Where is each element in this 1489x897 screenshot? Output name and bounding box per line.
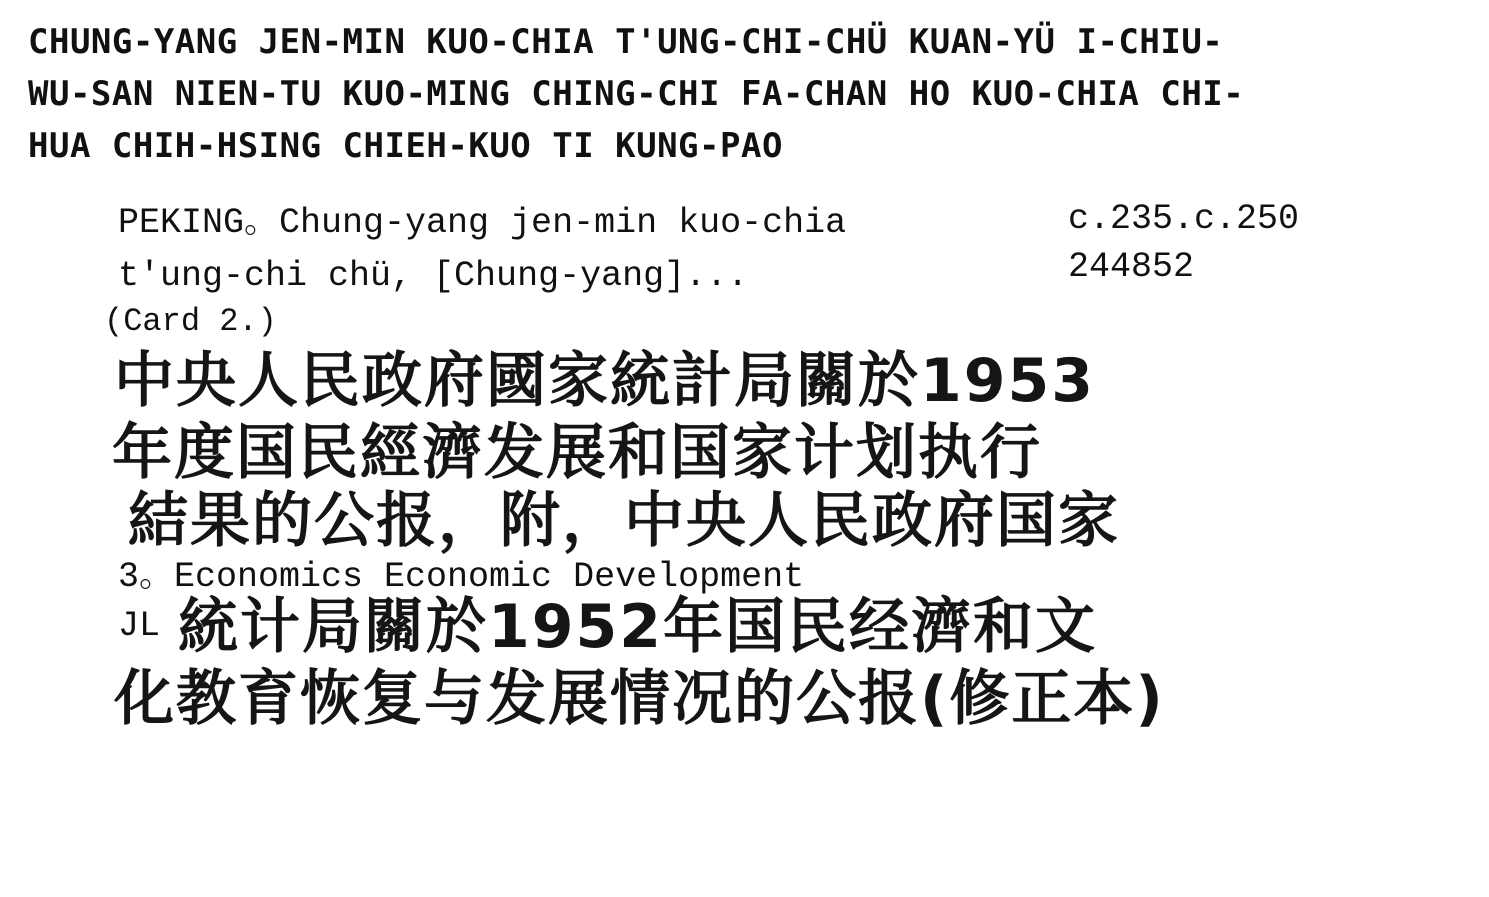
heading-line-3: HUA CHIH-HSING CHIEH-KUO TI KUNG-PAO [28, 126, 783, 166]
imprint-line-1: PEKING。Chung-yang jen-min kuo-chia [118, 203, 847, 243]
heading-line-2: WU-SAN NIEN-TU KUO-MING CHING-CHI FA-CHAN HO KUO-CHIA CHI- [28, 74, 1245, 114]
shelfmark [1068, 195, 1299, 291]
handwritten-title-line-3: 結果的公报，附，中央人民政府国家 [128, 486, 1120, 556]
handwritten-title-line-2: 年度国民經濟发展和国家计划执行 [112, 418, 1042, 488]
heading-line-1: CHUNG-YANG JEN-MIN KUO-CHIA T'UNG-CHI-CHÜ KUAN-YÜ I-CHIU- [28, 22, 1224, 62]
shelfmark-line-1: c.235.c.250 [1068, 199, 1300, 239]
handwritten-title-line-1: 中央人民政府國家統計局關於1953 [114, 346, 1095, 416]
card-number-note: (Card 2.) [104, 303, 277, 340]
imprint-line-2: t'ung-chi chü, [Chung-yang]... [118, 256, 749, 296]
subject-heading: 3。Economics Economic Development [118, 557, 805, 597]
romanized-title-heading [28, 16, 1478, 172]
related-prefix: JL [118, 606, 161, 646]
shelfmark-line-2: 244852 [1068, 247, 1195, 287]
handwritten-related-line-2: 化教育恢复与发展情况的公报(修正本) [114, 664, 1165, 734]
handwritten-related-line-1: 統计局關於1952年国民经濟和文 [178, 592, 1097, 662]
